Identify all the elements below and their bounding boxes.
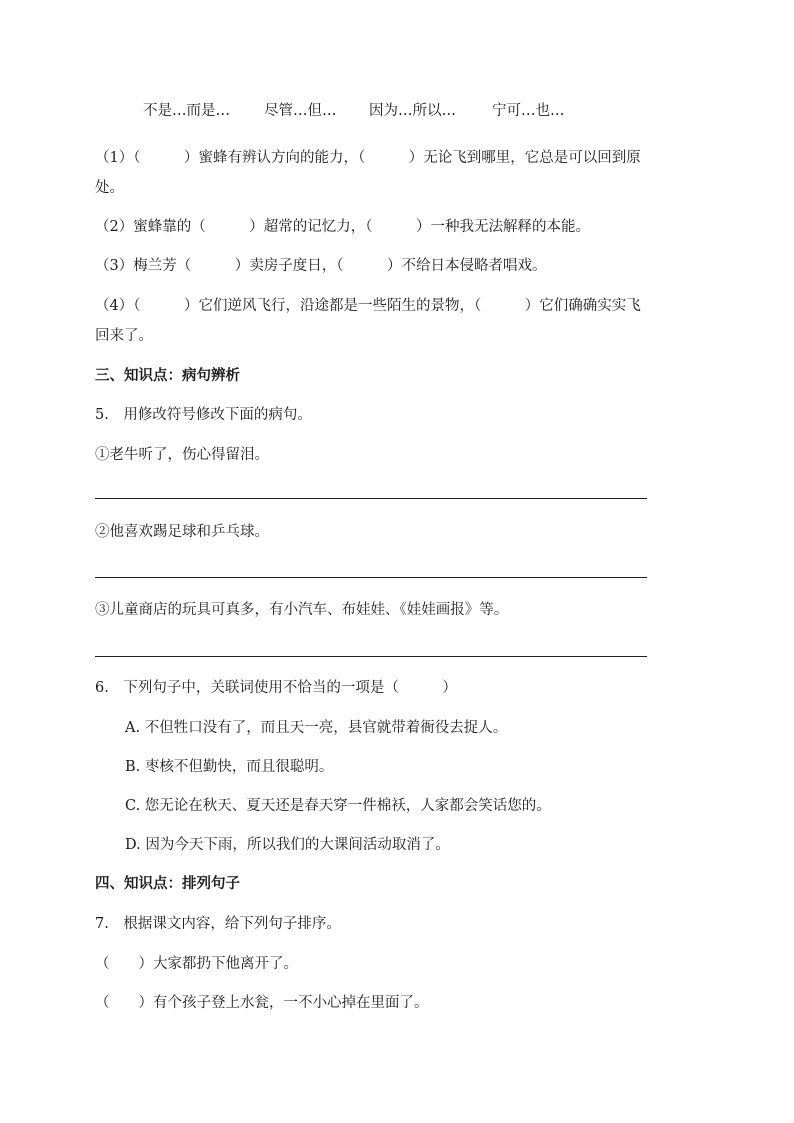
word-bank-item: 不是…而是… (143, 103, 230, 119)
q6-option-c: C. 您无论在秋天、夏天还是春天穿一件棉袄，人家都会笑话您的。 (125, 798, 551, 814)
answer-line-2 (95, 577, 647, 578)
word-bank-item: 宁可…也… (492, 103, 565, 119)
q4-item-1-line-1: （1）（ ）蜜蜂有辨认方向的能力，（ ）无论飞到哪里，它总是可以回到原 (95, 150, 641, 166)
q4-item-2: （2）蜜蜂靠的（ ）超常的记忆力，（ ）一种我无法解释的本能。 (95, 219, 590, 235)
section-heading-3: 三、知识点：病句辨析 (95, 368, 240, 384)
word-bank-item: 尽管…但… (264, 103, 337, 119)
order-item-1: （ ）大家都扔下他离开了。 (95, 956, 298, 972)
q6-option-a: A. 不但牲口没有了，而且天一亮，县官就带着衙役去捉人。 (125, 720, 508, 736)
section-heading-4: 四、知识点：排列句子 (95, 876, 240, 892)
answer-line-1 (95, 498, 647, 499)
q4-item-4-line-1: （4）（ ）它们逆风飞行，沿途都是一些陌生的景物，（ ）它们确确实实飞 (95, 298, 641, 314)
q7-stem: 7. 根据课文内容，给下列句子排序。 (95, 916, 341, 932)
q6-stem: 6. 下列句子中，关联词使用不恰当的一项是（ ） (95, 680, 457, 696)
faulty-sentence-3: ③儿童商店的玩具可真多，有小汽车、布娃娃、《娃娃画报》等。 (95, 602, 509, 618)
q4-item-3: （3）梅兰芳（ ）卖房子度日，（ ）不给日本侵略者唱戏。 (95, 258, 547, 274)
order-item-2: （ ）有个孩子登上水瓮，一不小心掉在里面了。 (95, 995, 429, 1011)
answer-line-3 (95, 656, 647, 657)
faulty-sentence-2: ②他喜欢踢足球和乒乓球。 (95, 524, 269, 540)
q6-option-b: B. 枣核不但勤快，而且很聪明。 (125, 759, 334, 775)
q4-item-1-line-2: 处。 (95, 180, 124, 196)
faulty-sentence-1: ①老牛听了，伤心得留泪。 (95, 447, 269, 463)
q6-option-d: D. 因为今天下雨，所以我们的大课间活动取消了。 (125, 837, 450, 853)
q4-item-4-line-2: 回来了。 (95, 328, 153, 344)
q5-stem: 5. 用修改符号修改下面的病句。 (95, 407, 312, 423)
word-bank-item: 因为…所以… (369, 103, 456, 119)
